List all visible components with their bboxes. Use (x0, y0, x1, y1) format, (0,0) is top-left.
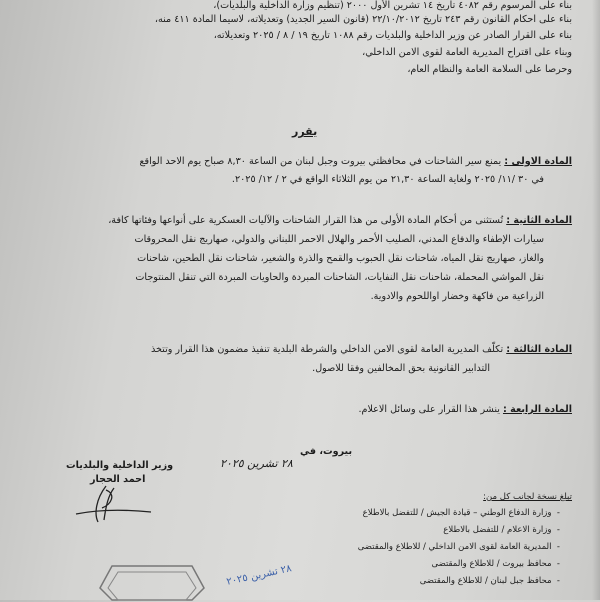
copies-heading: تبلغ نسخة لجانب كل من: (483, 492, 572, 502)
article-heading: المادة الثالثة : (506, 344, 572, 355)
preamble-line: بناء على القرار الصادر عن وزير الداخلية والبلديات رقم ١٠٨٨ تاريخ ١٩ / ٨ / ٢٠٢٥ وتعديلاته، (213, 30, 572, 41)
preamble-line: بناء على احكام القانون رقم ٢٤٣ تاريخ ٢٢/١٠/٢٠١٢ (قانون السير الجديد) وتعديلاته، لاسيما المادة ٤١١ منه، (154, 14, 572, 25)
received-date-stamp: ٢٨ تشرين ٢٠٢٥ (225, 563, 293, 588)
article-1-line (139, 156, 572, 168)
article-4-line (358, 404, 572, 416)
article-2-line: نقل المواشي المحملة، شاحنات نقل النفايات، الشاحنات المبردة والحاويات المبردة التي تنقل المنتوجات (135, 272, 544, 283)
copy-recipient: - محافظ جبل لبنان / للاطلاع والمقتضى (419, 576, 560, 586)
article-heading: المادة الاولى : (504, 156, 572, 167)
copy-recipient: - وزارة الدفاع الوطني – قيادة الجيش / للتفضل بالاطلاع (362, 508, 560, 518)
article-text: ينشر هذا القرار على وسائل الاعلام. (358, 404, 500, 415)
article-2-line: والغاز، صهاريج نقل المياه، شاحنات نقل الحبوب والقمح والذرة والشعير، شاحنات نقل الطحين، شاحنات (137, 253, 544, 264)
article-3-line: التدابير القانونية بحق المخالفين وفقا للاصول. (312, 363, 490, 374)
page-edge-shadow (592, 0, 600, 600)
copy-recipient: - وزارة الاعلام / للتفضل بالاطلاع (443, 525, 560, 535)
place-date: بيروت، في (300, 446, 353, 457)
copy-recipient: - محافظ بيروت / للاطلاع والمقتضى (431, 559, 560, 569)
article-heading: المادة الثانية : (506, 215, 572, 226)
article-3-line (151, 344, 572, 356)
article-2-line: سيارات الإطفاء والدفاع المدني، الصليب الأحمر والهلال الاحمر اللبناني والدولي، صهاريج نقل المحروقات (134, 234, 544, 245)
article-text: تكلّف المديرية العامة لقوى الامن الداخلي والشرطة البلدية تنفيذ مضمون هذا القرار وتتخذ (150, 344, 504, 355)
article-text: يمنع سير الشاحنات في محافظتي بيروت وجبل لبنان من الساعة ٨,٣٠ صباح يوم الاحد الواقع (139, 156, 502, 167)
copy-recipient: - المديرية العامة لقوى الامن الداخلي / للاطلاع والمقتضى (357, 542, 560, 552)
official-stamp (92, 562, 212, 602)
article-1-line: في ٣٠ /١١/ ٢٠٢٥ ولغاية الساعة ٢١,٣٠ من يوم الثلاثاء الواقع في ٢ / ١٢/ ٢٠٢٥. (231, 174, 544, 185)
preamble-line: بناء على المرسوم رقم ٤٠٨٢ تاريخ ١٤ تشرين الأول ٢٠٠٠ (تنظيم وزارة الداخلية والبلديات)، (213, 0, 572, 11)
article-text: تُستثنى من أحكام المادة الأولى من هذا القرار الشاحنات والآليات العسكرية على أنواعها وفئاتها كافة، (108, 215, 504, 226)
signatory-name: احمد الحجار (90, 474, 146, 485)
article-2-line: الزراعية من فاكهة وخضار اواللحوم والادوية. (370, 291, 544, 302)
article-2-line (108, 215, 572, 227)
preamble-line: وبناء على اقتراح المديرية العامة لقوى الامن الداخلي، (362, 47, 572, 58)
article-heading: المادة الرابعة : (502, 404, 572, 415)
handwritten-date: ٢٨ تشرين ٢٠٢٥ (220, 457, 293, 470)
signature (66, 484, 156, 524)
preamble-line: وحرصا على السلامة العامة والنظام العام، (407, 64, 572, 75)
signatory-title: وزير الداخلية والبلديات (66, 460, 174, 471)
decision-title: يقرر (292, 125, 318, 138)
